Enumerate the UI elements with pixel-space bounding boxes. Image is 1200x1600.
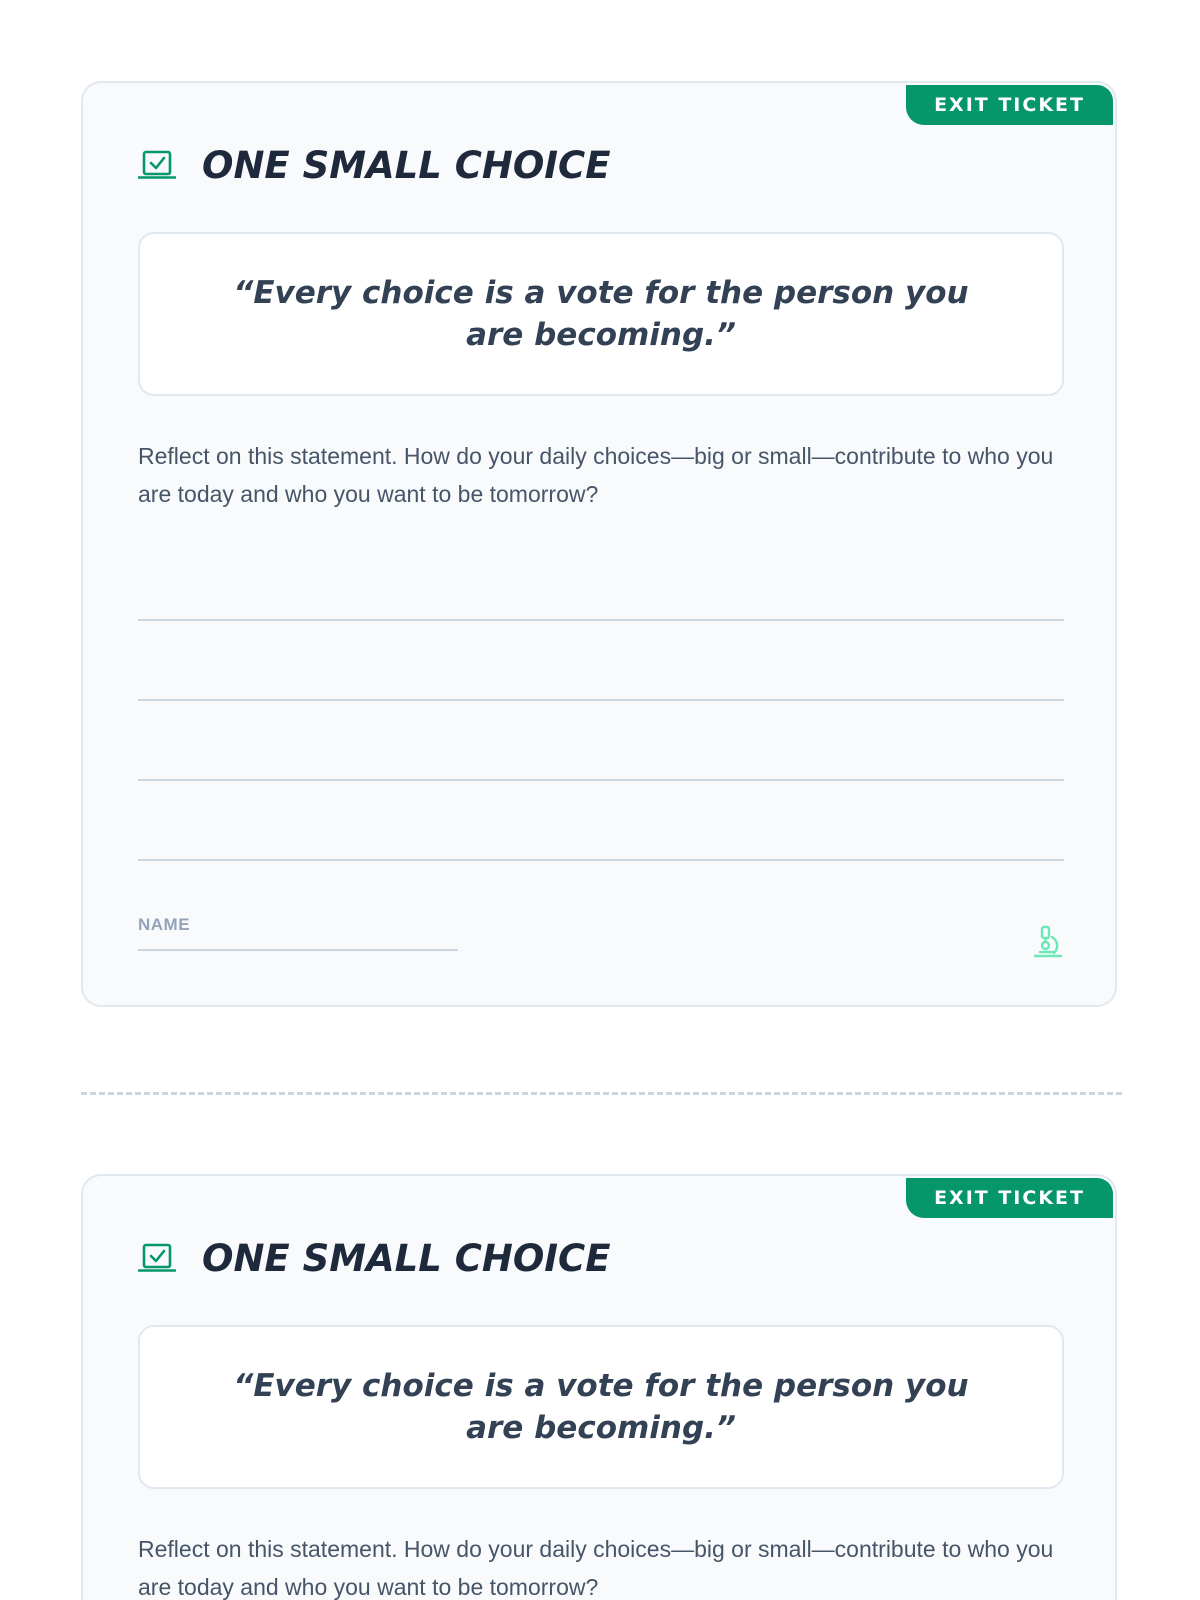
exit-ticket-badge: EXIT TICKET xyxy=(906,85,1113,125)
quote-box xyxy=(138,1325,1064,1489)
laptop-check-icon xyxy=(138,149,176,181)
reflection-prompt: Reflect on this statement. How do your daily choices—big or small—contribute to who you are today and who you want to be tomorrow? xyxy=(138,443,1054,507)
name-label: NAME xyxy=(138,915,191,934)
exit-ticket-badge: EXIT TICKET xyxy=(906,1178,1113,1218)
response-line[interactable] xyxy=(138,779,1064,781)
exit-ticket-card xyxy=(81,81,1117,1007)
laptop-check-icon xyxy=(138,1242,176,1274)
title-row xyxy=(138,1233,610,1283)
ticket-title: ONE SMALL CHOICE xyxy=(202,1236,611,1280)
cut-line-divider xyxy=(81,1092,1122,1095)
response-line[interactable] xyxy=(138,699,1064,701)
response-line[interactable] xyxy=(138,859,1064,861)
exit-ticket-card xyxy=(81,1174,1117,1600)
response-line[interactable] xyxy=(138,619,1064,621)
name-field[interactable] xyxy=(138,915,458,951)
quote-text: “Every choice is a vote for the person you are becoming.” xyxy=(233,1368,969,1446)
microscope-icon xyxy=(1032,925,1064,959)
quote-text: “Every choice is a vote for the person you are becoming.” xyxy=(233,275,969,353)
ticket-title: ONE SMALL CHOICE xyxy=(202,143,611,187)
quote-box xyxy=(138,232,1064,396)
title-row xyxy=(138,140,610,190)
reflection-prompt: Reflect on this statement. How do your daily choices—big or small—contribute to who you are today and who you want to be tomorrow? xyxy=(138,1536,1054,1600)
